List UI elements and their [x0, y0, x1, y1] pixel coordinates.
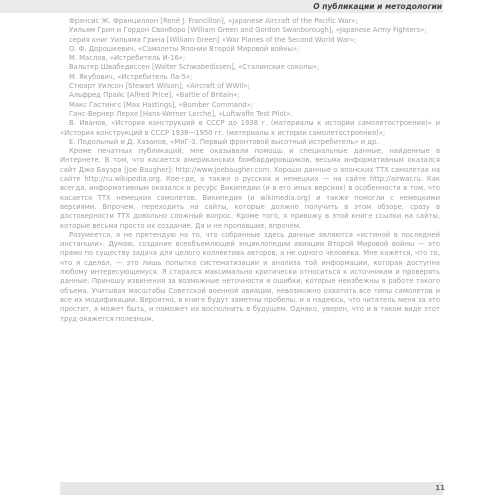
paragraph: М. Якубович, «Истребитель Ла-5»;: [69, 72, 193, 81]
paragraph: Кроме печатных публикаций, мне оказывали помощь и специальные данные, найденные в Интернете. В том, что касается американских бомбардировщиков, весьма информативным оказался сайт Джо Бауэра [Joe Baugher]: http://www.joebaugher.com. Хорошо данные о японских ТТХ самолетах на сайте http://ru.wikipedia.org. Кое-где, а также о русских и немецких — на сайте http://airwar.ru. Как всегда, информативным оказался и ресурс Википедии (и в его иных версиях) в особенности в том, что касается ТТХ немецких самолетов. Википедия (и wikimedia.org) и также помогли с немецкими версиями. Впрочем, переходить на сайты, которые должно получить в этом обзоре, сразу в достоверности ТТХ довольно сложный вопрос. Кроме того, я привожу в этой книге ссылки на сайты, которые весьма просто их создание. Да и не пропавшие, впрочем.: [60, 147, 440, 230]
running-header-title: О публикации и методологии: [313, 2, 442, 11]
paragraph: Ганс-Вернер Лерхе [Hans-Werner Lerche], «Luftwaffe Test Pilot».: [69, 109, 293, 118]
paragraph: Вальтер Швабедиссен [Walter Schwabedissen], «Сталинские соколы»;: [69, 63, 320, 72]
page-body: [60, 17, 440, 472]
paragraph: Уильям Грин и Гордон Свонборо [William Green and Gordon Swanborough], «Japanese Army Fighters»;: [69, 26, 427, 35]
paragraph: Макс Гастингс [Max Hastings], «Bomber Command»;: [69, 100, 254, 109]
paragraph: Альфред Прайс [Alfred Price], «Battle of Britain»;: [69, 91, 240, 100]
paragraph: О. Ф. Дорошкевич, «Самолеты Японии Второй Мировой войны»;: [69, 44, 300, 53]
paragraph: В. Иванов, «История конструкций в СССР до 1938 г. (материалы к истории самолетостроения)» и «История конструкций в СССР 1938—1950 гг. (материалы к истории самолетостроения)»;: [60, 119, 440, 137]
running-footer: [60, 482, 443, 495]
paragraph: серия книг Уильяма Грина [William Green] «War Planes of the Second World War»;: [69, 35, 357, 44]
paragraph: Стюарт Уилсон [Stewart Wilson], «Aircraft of WWII»;: [69, 82, 250, 91]
paragraph: Е. Подольный и Д. Хазанов, «МиГ-3. Первый фронтовой высотный истребитель» и др.: [69, 137, 379, 146]
paragraph: М. Маслов, «Истребитель И-16»;: [69, 54, 186, 63]
paragraph: Разумеется, я не претендую на то, что собранные здесь данные являются «истиной в последней инстанции». Думаю, создание всеобъемлющей энциклопедии авиации Второй Мировой войны — это прямо по существу задача для целого коллектива авторов, а не одного человека. Мне кажется, что то, что я сделал, — это лишь попытка систематизации и анализа той информации, которая доступна любому интересующемуся. Я старался максимально критически относиться к источникам и проверять данные. Приношу извинения за возможные неточности и ошибки, которые неизбежны в работе такого объема. Учитывая масштабы Советской военной авиации, невозможно охватить все типы самолетов и все их модификации. Вероятно, в книге будут заметны пробелы, и я надеюсь, что читатель меня за это простит, а может быть, и поможет их восполнить в будущем. Однако, уверен, что и в таком виде этот труд окажется полезным.: [60, 230, 440, 323]
page-number: 11: [435, 484, 445, 492]
paragraph: Фрэнсис Ж. Франциллон [René J. Francillon], «Japanese Aircraft of the Pacific War»;: [69, 17, 358, 25]
